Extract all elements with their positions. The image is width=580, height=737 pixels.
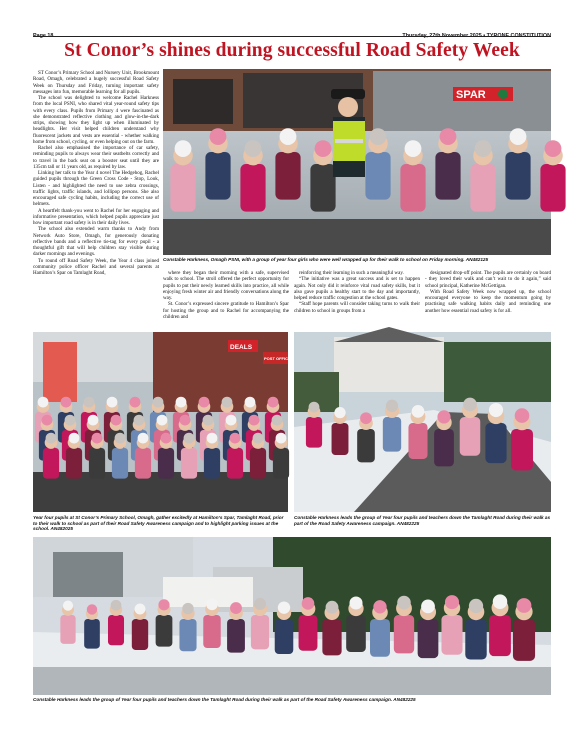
pupil-hat bbox=[397, 596, 411, 610]
pupil-hat bbox=[421, 599, 435, 613]
article-paragraph: The school was delighted to welcome Rachel Harkness from the local PSNI, who shared vital year-round safety tips with every class. Pupils from Primary 4 were fascinated as she demonstrated reflective clothing and glow-in-the-dark strips, showing how they light up when illuminated by headlights. Her visit helped children understand why fluorescent jackets and vests are essential - whether walking home from school, cycling, or even helping out on the farm. bbox=[33, 95, 159, 145]
pupil-hat bbox=[386, 400, 398, 412]
photo-walk-line bbox=[33, 537, 551, 695]
pupil-hat bbox=[445, 595, 459, 609]
pupil-figure bbox=[158, 448, 174, 479]
pupil-figure bbox=[465, 619, 486, 659]
photo-officer-with-girls bbox=[163, 69, 551, 255]
pupil-hat bbox=[107, 397, 118, 408]
pupil-figure bbox=[365, 152, 390, 200]
pupil-figure bbox=[170, 164, 195, 212]
pupil-figure bbox=[408, 423, 427, 459]
pupil-hat bbox=[463, 398, 477, 412]
pupil-figure bbox=[108, 615, 124, 645]
pupil-hat bbox=[373, 600, 386, 613]
pupil-hat bbox=[515, 408, 530, 423]
pupil-hat bbox=[130, 397, 141, 408]
pupil-hat bbox=[334, 407, 345, 418]
headline: St Conor’s shines during successful Road Safety Week bbox=[64, 40, 520, 61]
post-office-sign: POST OFFICE bbox=[264, 356, 291, 361]
pupil-hat bbox=[469, 599, 483, 613]
pupil-hat bbox=[63, 601, 73, 611]
article-paragraph: Linking her talk to the Year 4 novel The Hedgehog, Rachel guided pupils through the Green Cross Code - Stop, Look, Listen - and highlighted the need to use zebra crossings, traffic lights, traffic islands, and lollipop persons. She also encouraged safe cycling habits, including the correct use of helmets. bbox=[33, 170, 159, 208]
pupil-hat bbox=[87, 604, 97, 614]
pupil-hat bbox=[184, 433, 195, 444]
pupil-figure bbox=[418, 619, 439, 658]
article-paragraph: where they began their morning with a safe, supervised walk to school. The stroll offered the perfect opportunity for pupils to put their newly learned skills into practice, all while enjoying fresh winter air and friendly conversations along the way. bbox=[163, 270, 289, 301]
pupil-hat bbox=[309, 402, 320, 413]
pupil-figure bbox=[299, 615, 318, 651]
article-paragraph: St. Conor’s expressed sincere gratitude to Hamilton’s Spar for hosting the group and to Rachel for accompanying the children and bbox=[163, 301, 289, 320]
pupil-figure bbox=[505, 152, 530, 200]
pupil-hat bbox=[206, 599, 218, 611]
article-column-3 bbox=[294, 270, 420, 330]
pupil-figure bbox=[540, 164, 565, 212]
pupil-figure bbox=[332, 423, 349, 455]
pupil-hat bbox=[517, 598, 532, 613]
pupil-figure bbox=[273, 448, 289, 479]
article-paragraph: The school also extended warm thanks to Andy from Network Auto Store, Omagh, for generously donating reflective bands and a reflective tie-tag for every pupil - a thoughtful gift that will help children stay visible during darker mornings and evenings. bbox=[33, 226, 159, 258]
pupil-figure bbox=[485, 423, 506, 463]
pupil-hat bbox=[412, 405, 425, 418]
pupil-hat bbox=[88, 415, 99, 426]
caption-right-photo: Constable Harkness leads the group of Year four pupils and teachers down the Tamlaght Road during their walk as part of the Road Safety Awareness campaign. AN482225 bbox=[294, 515, 551, 526]
photo-pupils-at-spar bbox=[33, 332, 291, 512]
pupil-hat bbox=[276, 433, 287, 444]
article-paragraph: designated drop-off point. The pupils are certainly on board - they loved their walk and can’t wait to do it again,” said school principal, Katherine McGettigan. bbox=[425, 270, 551, 289]
pupil-figure bbox=[135, 448, 151, 479]
pupil-figure bbox=[60, 615, 75, 644]
pupil-hat bbox=[326, 601, 339, 614]
spar-sign: SPAR bbox=[456, 89, 486, 101]
pupil-hat bbox=[111, 415, 122, 426]
pupil-hat bbox=[360, 412, 372, 424]
pupil-hat bbox=[222, 397, 233, 408]
pupil-figure bbox=[346, 615, 366, 652]
pupil-hat bbox=[38, 397, 49, 408]
header-rule bbox=[33, 36, 551, 37]
pupil-figure bbox=[370, 619, 390, 657]
article-column-4 bbox=[425, 270, 551, 330]
article-paragraph: With Road Safety Week now wrapped up, the school encouraged everyone to keep the momentum going by practising safe walking habits daily and reminding one another how essential road safety is for all. bbox=[425, 288, 551, 314]
pupil-figure bbox=[132, 619, 148, 650]
pupil-hat bbox=[349, 596, 362, 609]
caption-top-photo: Constable Harkness, Omagh PSNI, with a group of year four girls who were well wrapped up for their walk to school on Friday morning. AN482125 bbox=[163, 257, 489, 262]
pupil-hat bbox=[545, 140, 562, 157]
pupil-hat bbox=[157, 415, 168, 426]
pupil-figure bbox=[181, 448, 197, 479]
page-number: Page 18 bbox=[33, 33, 54, 39]
pupil-hat bbox=[92, 433, 103, 444]
pupil-hat bbox=[278, 601, 290, 613]
pupil-hat bbox=[510, 128, 527, 145]
pupil-figure bbox=[204, 448, 220, 479]
pupil-hat bbox=[199, 397, 210, 408]
pupil-hat bbox=[180, 415, 191, 426]
article-paragraph: A heartfelt thank-you went to Rachel for her engaging and informative presentation, which helped pupils appreciate just how important road safety is in their daily lives. bbox=[33, 207, 159, 226]
pupil-hat bbox=[437, 410, 450, 423]
pupil-hat bbox=[84, 397, 95, 408]
pupil-hat bbox=[203, 415, 214, 426]
pupil-figure bbox=[441, 615, 462, 655]
pupil-hat bbox=[134, 415, 145, 426]
pupil-hat bbox=[268, 397, 279, 408]
pupil-hat bbox=[111, 600, 122, 611]
pupil-figure bbox=[434, 429, 454, 466]
pupil-hat bbox=[370, 128, 387, 145]
article-paragraph: reinforcing their learning in such a meaningful way. bbox=[299, 270, 404, 276]
pupil-hat bbox=[69, 433, 80, 444]
pupil-figure bbox=[112, 448, 128, 479]
pupil-hat bbox=[61, 397, 72, 408]
pupil-hat bbox=[493, 594, 508, 609]
pupil-figure bbox=[240, 164, 265, 212]
article-paragraph: To round off Road Safety Week, the Year 4 class joined community police officer Rachel and several parents at Hamilton’s Spar on Tamlaght Road, bbox=[33, 257, 159, 276]
article-paragraph: “The initiative was a great success and is set to happen again. Not only did it reinforce vital road safety skills, but it also gave pupils a healthy start to the day and importantly, helped reduce traffic congestion at the school gates. bbox=[294, 276, 420, 301]
pupil-hat bbox=[230, 602, 242, 614]
pupil-figure bbox=[203, 615, 220, 648]
pupil-hat bbox=[176, 397, 187, 408]
pupil-figure bbox=[310, 164, 335, 212]
pupil-hat bbox=[440, 128, 457, 145]
pupil-hat bbox=[245, 397, 256, 408]
pupil-figure bbox=[66, 448, 82, 479]
pupil-figure bbox=[489, 615, 511, 656]
pupil-hat bbox=[182, 603, 193, 614]
pupil-figure bbox=[511, 429, 533, 470]
pupil-hat bbox=[207, 433, 218, 444]
pupil-hat bbox=[489, 403, 503, 417]
deals-sign: DEALS bbox=[230, 344, 253, 351]
pupil-figure bbox=[435, 152, 460, 200]
pupil-figure bbox=[250, 448, 266, 479]
caption-bottom-photo: Constable Harkness leads the group of Year four pupils and teachers down the Tamlaght Road during their walk as part of the Road Safety Awareness campaign. AN482225 bbox=[33, 697, 416, 702]
pupil-figure bbox=[383, 417, 401, 452]
pupil-figure bbox=[43, 448, 59, 479]
pupil-hat bbox=[161, 433, 172, 444]
pupil-figure bbox=[251, 615, 269, 649]
pupil-figure bbox=[275, 152, 300, 200]
pupil-hat bbox=[175, 140, 192, 157]
pupil-hat bbox=[249, 415, 260, 426]
pupil-hat bbox=[210, 128, 227, 145]
pupil-hat bbox=[115, 433, 126, 444]
pupil-hat bbox=[302, 597, 315, 610]
pupil-hat bbox=[135, 604, 146, 615]
pupil-hat bbox=[42, 415, 53, 426]
article-column-2 bbox=[163, 270, 289, 330]
article-paragraph: ST Conor’s Primary School and Nursery Unit, Brookmount Road, Omagh, celebrated a hugely successful Road Safety Week on Thursday and Friday, turning important safety messages into fun, memorable learning for all pupils. bbox=[33, 70, 159, 95]
pupil-hat bbox=[253, 433, 264, 444]
pupil-hat bbox=[280, 128, 297, 145]
photo-walk-tamlaght-road bbox=[294, 332, 551, 512]
pupil-figure bbox=[227, 619, 245, 653]
pupil-figure bbox=[400, 164, 425, 212]
pupil-figure bbox=[156, 615, 173, 647]
pupil-hat bbox=[138, 433, 149, 444]
caption-left-photo: Year four pupils at St Conor’s Primary School, Omagh, gather excitedly at Hamilton’s Spar, Tamlaght Road, prior to their walk to school as part of their Road Safety Awareness campaign and to highlight parking issues at the school. AN482025 bbox=[33, 515, 284, 532]
pupil-hat bbox=[245, 140, 262, 157]
pupil-hat bbox=[230, 433, 241, 444]
pupil-figure bbox=[470, 164, 495, 212]
pupil-hat bbox=[226, 415, 237, 426]
pupil-figure bbox=[275, 619, 294, 654]
pupil-hat bbox=[153, 397, 164, 408]
pupil-figure bbox=[322, 619, 341, 655]
pupil-figure bbox=[227, 448, 243, 479]
pupil-hat bbox=[254, 598, 266, 610]
pupil-figure bbox=[84, 619, 100, 649]
pupil-figure bbox=[205, 152, 230, 200]
page-header bbox=[33, 27, 551, 39]
pupil-hat bbox=[65, 415, 76, 426]
article-column-1 bbox=[33, 70, 159, 328]
pupil-figure bbox=[394, 615, 414, 653]
pupil-hat bbox=[315, 140, 332, 157]
pupil-figure bbox=[357, 429, 375, 462]
pupil-figure bbox=[513, 619, 535, 661]
pupil-figure bbox=[306, 417, 322, 448]
pupil-hat bbox=[158, 599, 169, 610]
pupil-hat bbox=[272, 415, 283, 426]
pupil-figure bbox=[89, 448, 105, 479]
article-paragraph: “Staff hope parents will consider taking turns to walk their children to school in groups from a bbox=[294, 301, 420, 314]
pupil-hat bbox=[405, 140, 422, 157]
pupil-hat bbox=[475, 140, 492, 157]
pupil-figure bbox=[460, 417, 481, 456]
pupil-hat bbox=[46, 433, 57, 444]
pupil-figure bbox=[179, 619, 196, 651]
dateline: Thursday, 27th November 2025 • TYRONE CONSTITUTION bbox=[402, 33, 551, 39]
article-paragraph: Rachel also emphasised the importance of car safety, reminding pupils to always wear their seatbelts correctly and to travel in the back seat on a booster seat until they are 135cm tall or 11 years old, as required by law. bbox=[33, 145, 159, 170]
